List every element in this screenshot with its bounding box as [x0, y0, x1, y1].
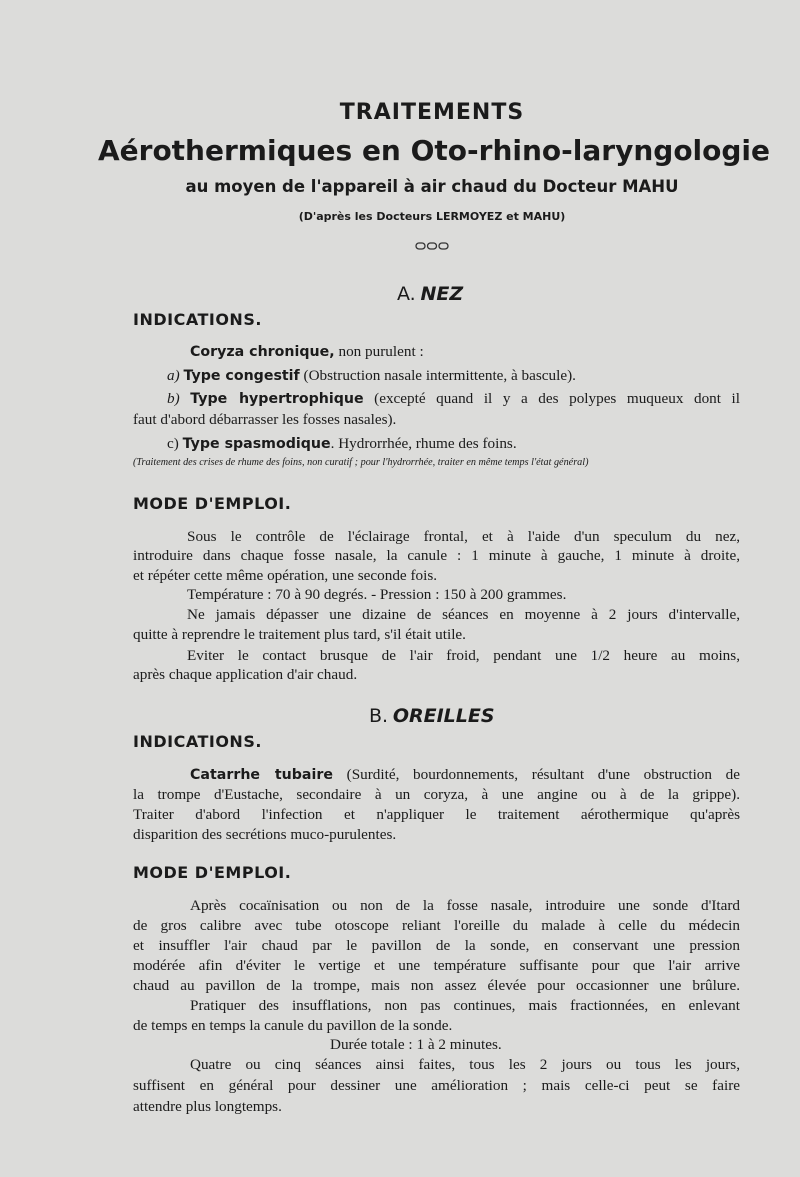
section-b-heading	[369, 705, 495, 728]
coryza-term: Coryza chronique,	[190, 344, 335, 360]
ornament-icon	[415, 241, 449, 251]
mode-b-line8: Durée totale : 1 à 2 minutes.	[330, 1036, 502, 1053]
section-a-letter: A.	[397, 283, 416, 305]
catarrhe-line1	[190, 765, 740, 786]
catarrhe-line2: la trompe d'Eustache, secondaire à un coryza, à une angine ou à de la grippe).	[133, 786, 740, 803]
mode-b-line5: chaud au pavillon de la trompe, mais non assez élevée pour occasionner une brûlure.	[133, 977, 740, 994]
catarrhe-rest-1: (Surdité, bourdonnements, résultant d'une obstruction de	[346, 766, 741, 783]
catarrhe-line3: Traiter d'abord l'infection et n'appliquer le traitement aérothermique qu'après	[133, 806, 740, 823]
mode-b-line2: de gros calibre avec tube otoscope reliant l'oreille du malade à celle du médecin	[133, 917, 740, 934]
mode-b-line1: Après cocaïnisation ou non de la fosse nasale, introduire une sonde d'Itard	[190, 897, 740, 914]
section-a-heading	[397, 283, 463, 306]
type-a-rest: (Obstruction nasale intermittente, à bascule).	[303, 367, 576, 384]
mode-b-line3: et insuffler l'air chaud par le pavillon de la sonde, en conservant une pression	[133, 937, 740, 954]
mode-heading-b: MODE D'EMPLOI.	[133, 863, 292, 882]
section-a-name: NEZ	[420, 283, 464, 305]
mode-heading-a: MODE D'EMPLOI.	[133, 494, 292, 513]
type-a-term: Type congestif	[183, 368, 300, 384]
catarrhe-term: Catarrhe tubaire	[190, 767, 333, 783]
type-c-term: Type spasmodique	[182, 436, 331, 452]
mode-a-line4: Température : 70 à 90 degrés. - Pression : 150 à 200 grammes.	[187, 586, 567, 603]
type-b-term: Type hypertrophique	[190, 391, 364, 407]
mode-a-line7: Eviter le contact brusque de l'air froid, pendant une 1/2 heure au moins,	[187, 647, 740, 664]
type-c-line	[167, 434, 740, 455]
type-b-line1	[167, 389, 740, 410]
mode-b-line6: Pratiquer des insufflations, non pas continues, mais fractionnées, en enlevant	[190, 997, 740, 1014]
mode-b-line9: Quatre ou cinq séances ainsi faites, tous les 2 jours ou tous les jours,	[190, 1056, 740, 1073]
treatment-note: (Traitement des crises de rhume des foins, non curatif ; pour l'hydrorrhée, traiter en même temps l'état général)	[133, 457, 589, 468]
mode-b-line7: de temps en temps la canule du pavillon de la sonde.	[133, 1017, 453, 1034]
type-b-rest-1: (excepté quand il y a des polypes muqueux dont il	[374, 390, 740, 407]
ornament-divider	[0, 238, 800, 256]
type-c-rest: . Hydrorrhée, rhume des foins.	[330, 435, 517, 452]
mode-b-line11: attendre plus longtemps.	[133, 1098, 282, 1115]
type-a-line	[167, 366, 740, 387]
mode-b-line10: suffisent en général pour dessiner une amélioration ; mais celle-ci peut se faire	[133, 1077, 740, 1094]
mode-a-line8: après chaque application d'air chaud.	[133, 666, 358, 683]
mode-a-line5: Ne jamais dépasser une dizaine de séances en moyenne à 2 jours d'intervalle,	[187, 606, 740, 623]
mode-b-line4: modérée afin d'éviter le vertige et une température suffisante pour que l'air arrive	[133, 957, 740, 974]
section-b-name: OREILLES	[392, 705, 495, 727]
coryza-line	[190, 342, 740, 363]
type-b-marker: b)	[167, 390, 180, 407]
authors-line: (D'après les Docteurs LERMOYEZ et MAHU)	[298, 210, 566, 223]
coryza-rest: non purulent :	[338, 343, 424, 360]
catarrhe-line4: disparition des secrétions muco-purulentes.	[133, 826, 397, 843]
apparatus-line: au moyen de l'appareil à air chaud du Docteur MAHU	[185, 177, 679, 196]
type-a-marker: a)	[167, 367, 180, 384]
type-b-line2: faut d'abord débarrasser les fosses nasales).	[133, 411, 397, 428]
document-subtitle: Aérothermiques en Oto-rhino-laryngologie	[97, 134, 771, 167]
mode-a-line6: quitte à reprendre le traitement plus tard, s'il était utile.	[133, 626, 466, 643]
indications-heading-a: INDICATIONS.	[133, 310, 262, 329]
document-title: TRAITEMENTS	[339, 100, 525, 125]
indications-heading-b: INDICATIONS.	[133, 732, 262, 751]
mode-a-line2: introduire dans chaque fosse nasale, la canule : 1 minute à gauche, 1 minute à droite,	[133, 547, 740, 564]
mode-a-line1: Sous le contrôle de l'éclairage frontal, et à l'aide d'un speculum du nez,	[187, 528, 740, 545]
section-b-letter: B.	[369, 705, 389, 727]
mode-a-line3: et répéter cette même opération, une seconde fois.	[133, 567, 438, 584]
type-c-marker: c)	[167, 435, 179, 452]
